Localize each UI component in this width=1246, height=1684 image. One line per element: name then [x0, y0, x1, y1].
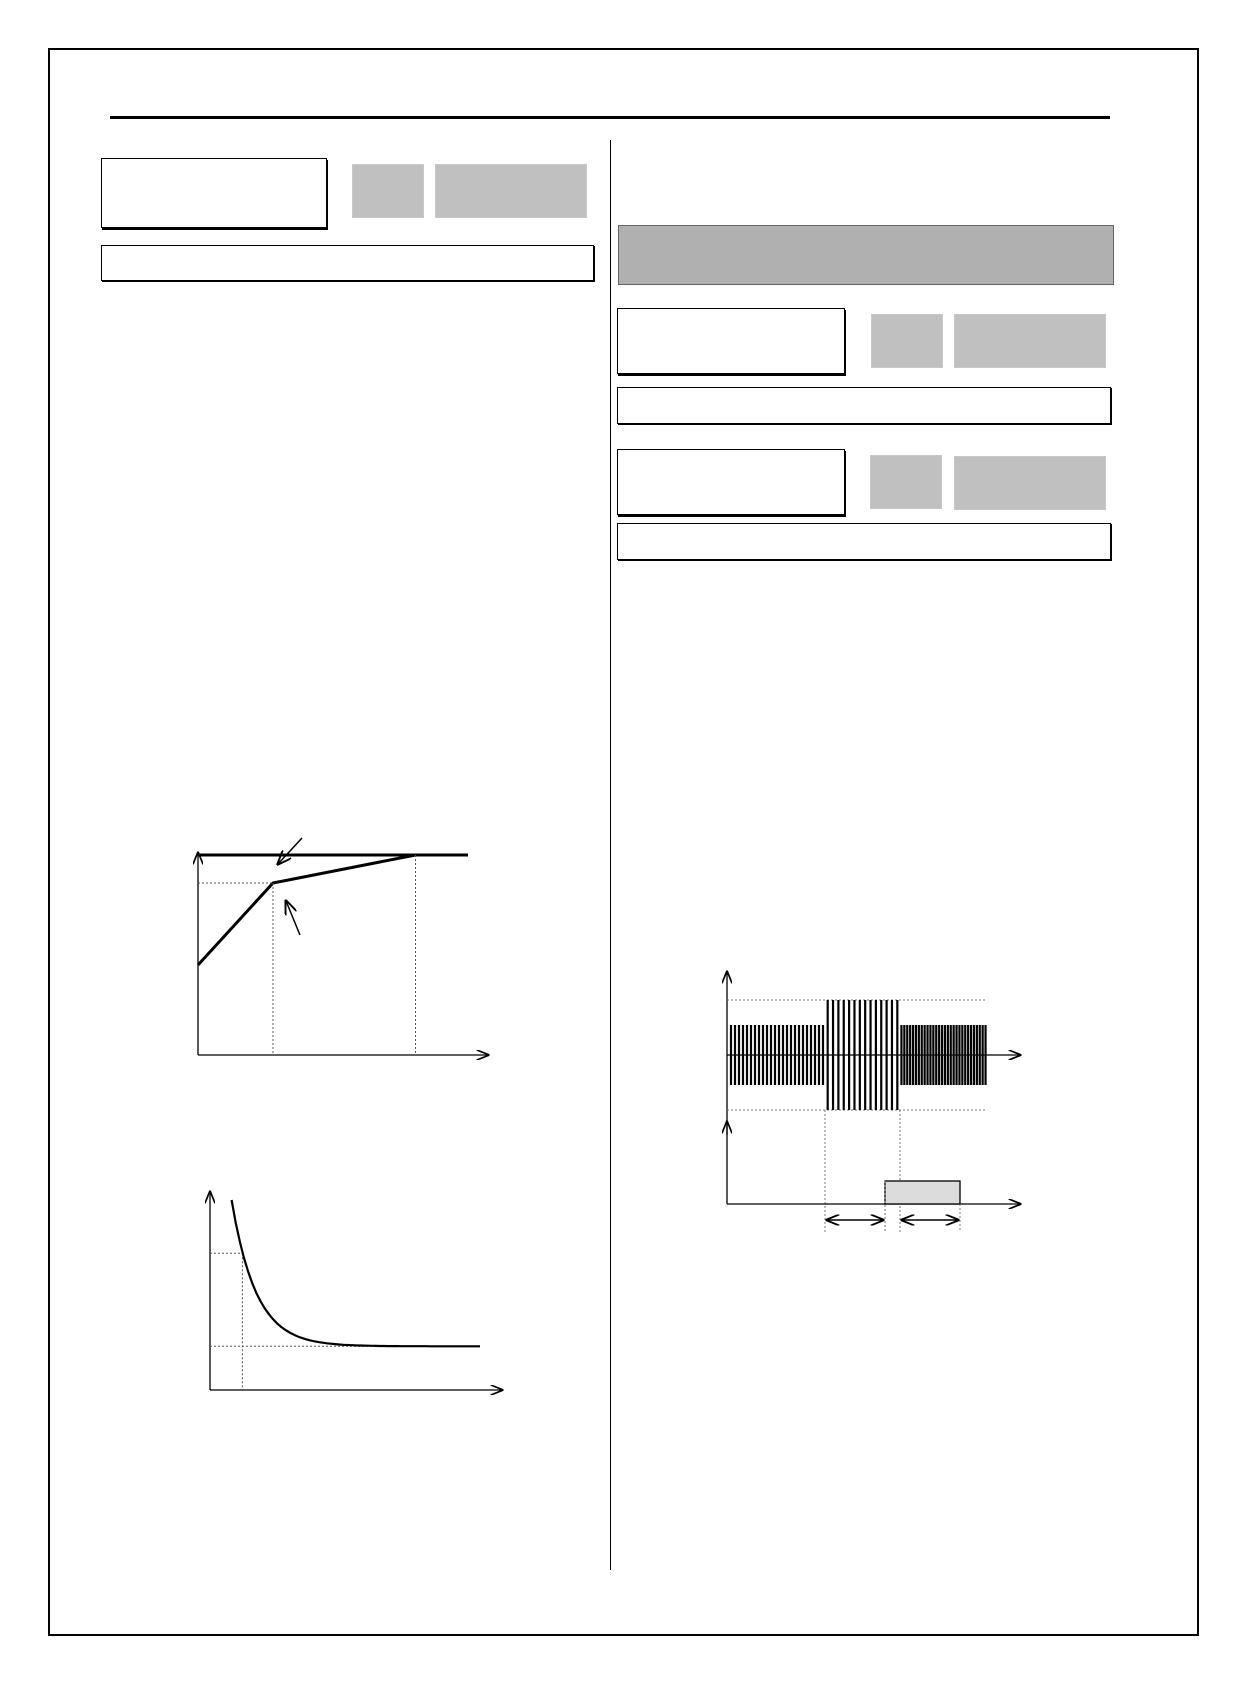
output-pulse-box — [885, 1181, 960, 1204]
parameter-code-text — [102, 155, 114, 179]
decay-graph — [200, 1188, 510, 1408]
section-banner — [618, 225, 1114, 285]
parameter-range-text-2 — [955, 311, 967, 335]
parameter-description-box — [101, 245, 594, 281]
parameter-unit-cell — [352, 164, 424, 218]
parameter-range-cell-2 — [954, 314, 1106, 368]
parameter-code-text-3 — [618, 446, 630, 470]
parameter-code-box-3 — [617, 449, 845, 515]
ramp-graph — [190, 845, 500, 1070]
section-banner-text — [619, 222, 631, 246]
parameter-range-text-3 — [955, 453, 967, 477]
parameter-range-text — [436, 161, 448, 185]
decay-curve — [232, 1200, 480, 1346]
parameter-range-cell-3 — [954, 456, 1106, 510]
break-point-pointer-arrow — [286, 901, 300, 935]
pulse-waveform-graph — [715, 970, 1035, 1240]
parameter-unit-text — [353, 161, 365, 185]
parameter-unit-text-2 — [872, 311, 884, 335]
parameter-range-cell — [435, 164, 587, 218]
parameter-unit-text-3 — [871, 452, 883, 476]
parameter-description-text — [102, 242, 114, 266]
parameter-code-box — [101, 158, 327, 228]
parameter-description-text-2 — [618, 384, 630, 408]
header-rule — [110, 116, 1110, 119]
parameter-code-box-2 — [617, 308, 845, 374]
parameter-description-box-2 — [617, 387, 1111, 424]
parameter-unit-cell-2 — [871, 314, 943, 368]
parameter-description-text-3 — [618, 520, 630, 544]
parameter-description-box-3 — [617, 523, 1111, 560]
ramp-curve — [198, 855, 416, 965]
parameter-unit-cell-3 — [870, 455, 942, 509]
parameter-code-text-2 — [618, 305, 630, 329]
column-divider — [610, 140, 611, 1570]
